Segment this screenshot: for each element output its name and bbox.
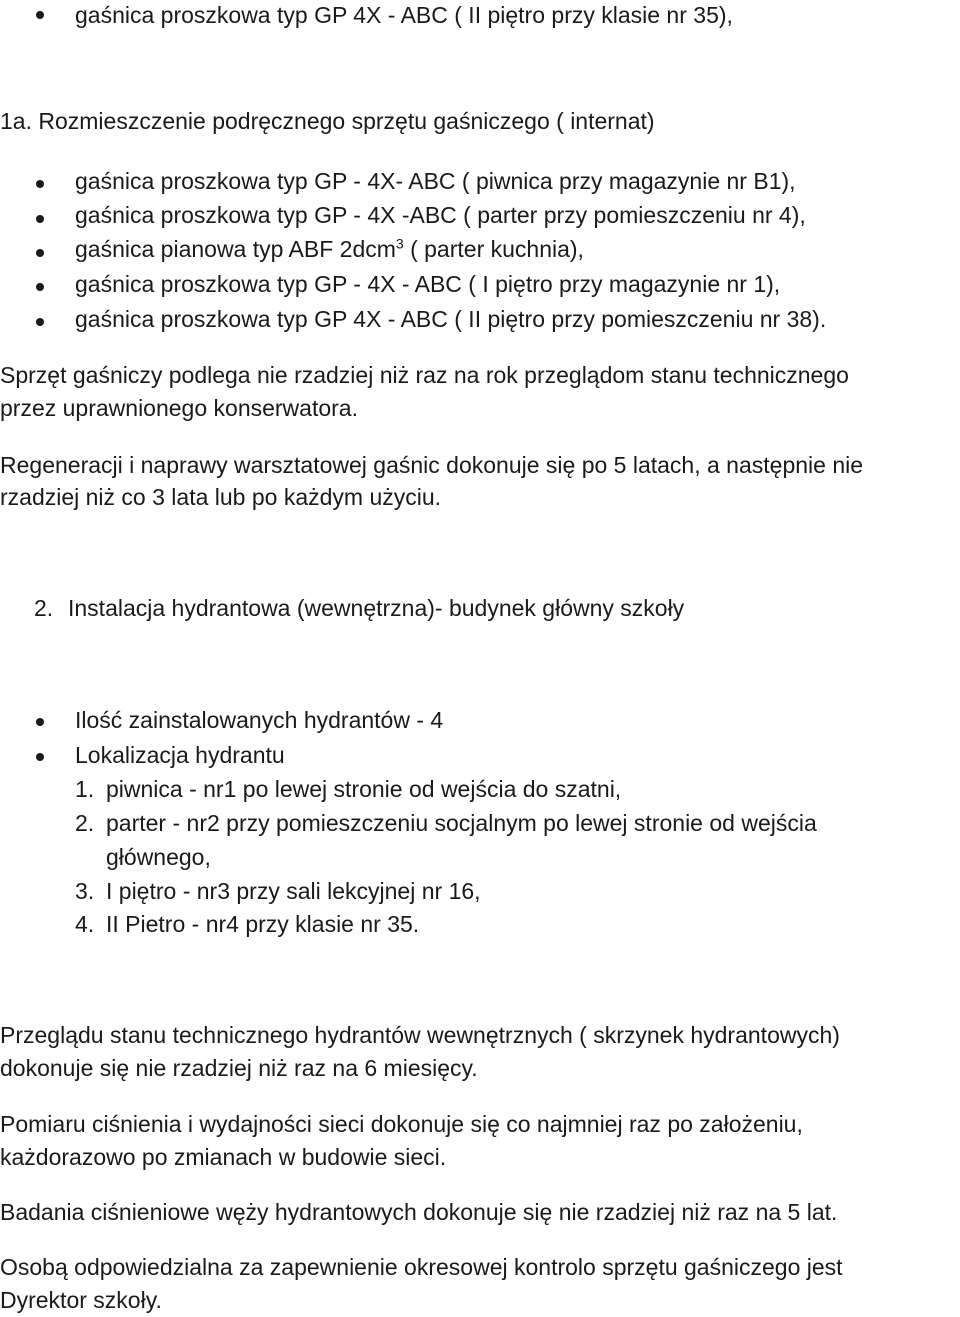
- list-item: gaśnica proszkowa typ GP 4X - ABC ( II piętro przy klasie nr 35),: [75, 2, 733, 28]
- location-item: piwnica - nr1 po lewej stronie od wejścia do szatni,: [106, 776, 622, 802]
- list-item: gaśnica proszkowa typ GP - 4X -ABC ( parter przy pomieszczeniu nr 4),: [75, 202, 806, 228]
- superscript: 3: [395, 235, 404, 252]
- section-number: 2.: [34, 595, 54, 621]
- list-item: gaśnica proszkowa typ GP 4X - ABC ( II piętro przy pomieszczeniu nr 38).: [75, 306, 827, 332]
- section-heading-1a: 1a. Rozmieszczenie podręcznego sprzętu gaśniczego ( internat): [0, 108, 655, 134]
- paragraph-line: każdorazowo po zmianach w budowie sieci.: [0, 1144, 447, 1170]
- list-item-text-rest: ( parter kuchnia),: [403, 236, 584, 262]
- location-item: parter - nr2 przy pomieszczeniu socjalnym po lewej stronie od wejścia: [106, 810, 817, 836]
- paragraph-line: rzadziej niż co 3 lata lub po każdym użyciu.: [0, 484, 442, 510]
- bullet-dot: [36, 180, 44, 188]
- bullet-dot: [36, 11, 44, 19]
- bullet-dot: [36, 718, 44, 726]
- list-item: gaśnica proszkowa typ GP - 4X - ABC ( I piętro przy magazynie nr 1),: [75, 271, 781, 297]
- list-item: Lokalizacja hydrantu: [75, 742, 285, 768]
- location-item: II Pietro - nr4 przy klasie nr 35.: [106, 911, 420, 937]
- bullet-dot: [36, 249, 44, 257]
- location-item-continuation: głównego,: [106, 844, 211, 870]
- paragraph-line: Regeneracji i naprawy warsztatowej gaśnic dokonuje się po 5 latach, a następnie nie: [0, 452, 864, 478]
- list-item-text: gaśnica pianowa typ ABF 2dcm: [75, 236, 396, 262]
- list-number: 3.: [75, 878, 95, 904]
- bullet-dot: [36, 318, 44, 326]
- list-number: 2.: [75, 810, 95, 836]
- paragraph-line: dokonuje się nie rzadziej niż raz na 6 miesięcy.: [0, 1055, 478, 1081]
- list-item: [75, 232, 584, 266]
- location-item: I piętro - nr3 przy sali lekcyjnej nr 16,: [106, 878, 481, 904]
- paragraph-line: Dyrektor szkoły.: [0, 1287, 162, 1313]
- paragraph-line: Badania ciśnieniowe węży hydrantowych dokonuje się nie rzadziej niż raz na 5 lat.: [0, 1199, 838, 1225]
- list-number: 4.: [75, 911, 95, 937]
- list-number: 1.: [75, 776, 95, 802]
- section-heading-2: Instalacja hydrantowa (wewnętrzna)- budynek główny szkoły: [68, 595, 685, 621]
- paragraph-line: Pomiaru ciśnienia i wydajności sieci dokonuje się co najmniej raz po założeniu,: [0, 1111, 803, 1137]
- paragraph-line: przez uprawnionego konserwatora.: [0, 395, 358, 421]
- list-item: Ilość zainstalowanych hydrantów - 4: [75, 707, 444, 733]
- paragraph-line: Osobą odpowiedzialna za zapewnienie okresowej kontrolo sprzętu gaśniczego jest: [0, 1254, 843, 1280]
- paragraph-line: Sprzęt gaśniczy podlega nie rzadziej niż raz na rok przeglądom stanu technicznego: [0, 362, 849, 388]
- bullet-dot: [36, 215, 44, 223]
- paragraph-line: Przeglądu stanu technicznego hydrantów wewnętrznych ( skrzynek hydrantowych): [0, 1022, 840, 1048]
- bullet-dot: [36, 753, 44, 761]
- list-item: gaśnica proszkowa typ GP - 4X- ABC ( piwnica przy magazynie nr B1),: [75, 168, 796, 194]
- bullet-dot: [36, 283, 44, 291]
